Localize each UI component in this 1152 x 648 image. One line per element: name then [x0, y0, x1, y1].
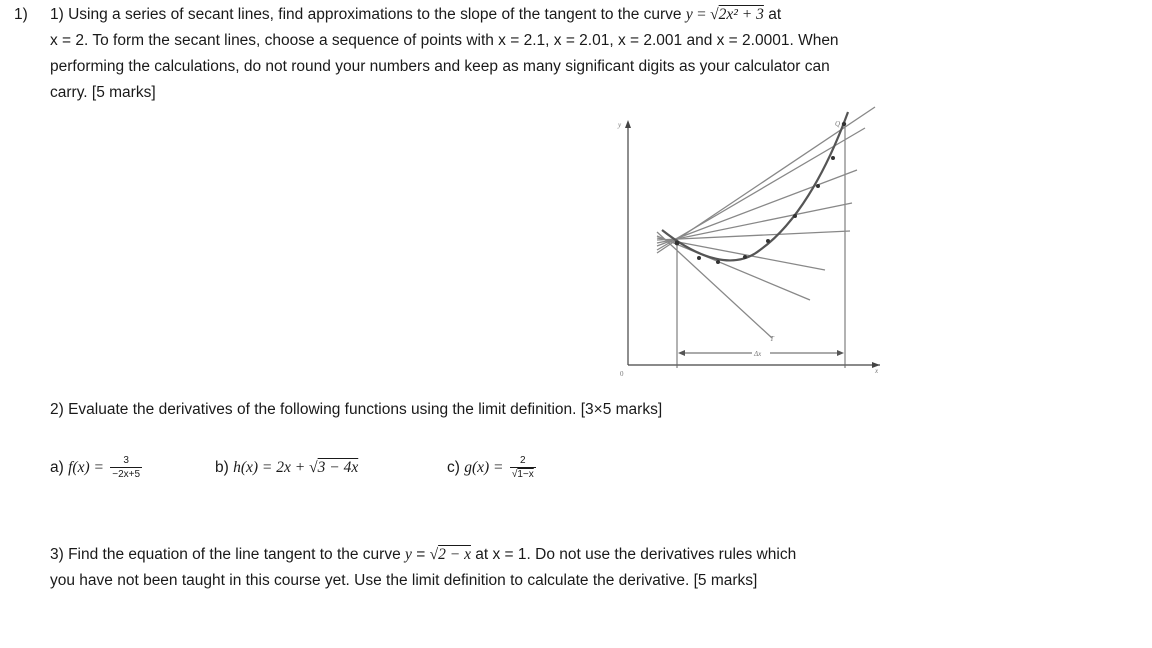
q2-a-denominator: −2x+5 — [112, 468, 141, 480]
point-2 — [716, 260, 720, 264]
secant-line-7 — [657, 236, 810, 300]
q2-a-label: a) — [50, 459, 64, 476]
q1-sqrt-symbol: √ — [710, 6, 719, 23]
q3-radicand: 2 − x — [438, 546, 471, 563]
q2-c-lhs: g(x) = — [464, 459, 504, 476]
q2-part-b — [215, 455, 358, 481]
q2-c-fraction — [510, 456, 536, 480]
q1-line-1 — [50, 2, 781, 28]
point-q — [842, 122, 846, 126]
point-q-label: Q — [835, 120, 841, 128]
q2-b-sqrt-symbol: √ — [309, 459, 318, 476]
q2-b-radicand: 3 − 4x — [317, 459, 359, 476]
y-axis-label: y — [618, 121, 622, 129]
q1-text: 1) Using a series of secant lines, find approximations to the slope of the tangent to the curve — [50, 6, 682, 23]
y-axis-arrow — [625, 120, 631, 128]
point-5 — [793, 214, 797, 218]
delta-x-label: Δx — [754, 350, 762, 358]
q2-c-den-sqrt: √ — [511, 468, 518, 480]
x-axis-label: x — [875, 367, 879, 375]
q1-curve-y: y — [685, 6, 693, 23]
q2-c-den-radicand: 1−x — [517, 468, 534, 480]
q1-line-4: carry. [5 marks] — [50, 84, 156, 101]
q2-a-lhs: f(x) = — [68, 459, 104, 476]
point-1 — [697, 256, 701, 260]
q2-part-c — [447, 455, 538, 481]
q3-eq: = — [411, 546, 430, 563]
point-3 — [743, 255, 747, 259]
q2-a-numerator: 3 — [123, 454, 129, 466]
secant-lines-figure — [600, 100, 900, 385]
q1-line-2: x = 2. To form the secant lines, choose a sequence of points with x = 2.1, x = 2.01, x = 2.001 and x = 2.0001. When — [50, 32, 839, 49]
q3-line-2: you have not been taught in this course yet. Use the limit definition to calculate the derivative. [5 marks] — [50, 572, 758, 589]
q3-text-post: at x = 1. Do not use the derivatives rules which — [470, 546, 797, 563]
q1-outer-number: 1) — [14, 6, 28, 23]
q1-line-3: performing the calculations, do not round your numbers and keep as many significant digits as your calculator can — [50, 58, 830, 75]
point-p — [675, 241, 680, 246]
q2-part-a — [50, 455, 144, 481]
q2-c-denominator — [510, 467, 536, 480]
q3-sqrt-symbol: √ — [429, 546, 439, 563]
q1-eq: = — [697, 6, 706, 23]
q2-a-fraction — [110, 456, 142, 480]
q2-b-lhs: h(x) = 2x + — [233, 459, 310, 476]
q3-line-1 — [50, 542, 796, 568]
delta-x-arrow-left — [678, 350, 685, 356]
q1-radicand: 2x² + 3 — [718, 6, 764, 23]
delta-x-arrow-right — [837, 350, 844, 356]
q1-at: at — [768, 6, 782, 23]
point-4 — [766, 239, 770, 243]
q2-b-label: b) — [215, 459, 229, 476]
secant-line-6 — [657, 238, 825, 270]
point-7 — [831, 156, 835, 160]
tangent-label: T — [770, 335, 774, 343]
secant-lines — [657, 107, 875, 338]
q3-text-pre: 3) Find the equation of the line tangent to the curve — [50, 546, 406, 563]
q3-y: y — [405, 546, 412, 563]
origin-label: 0 — [620, 370, 624, 378]
q2-c-numerator: 2 — [520, 454, 526, 466]
q2-heading: 2) Evaluate the derivatives of the following functions using the limit definition. [3×5 marks] — [50, 401, 663, 418]
point-6 — [816, 184, 820, 188]
tangent-line — [657, 232, 772, 338]
q2-c-label: c) — [447, 459, 460, 476]
